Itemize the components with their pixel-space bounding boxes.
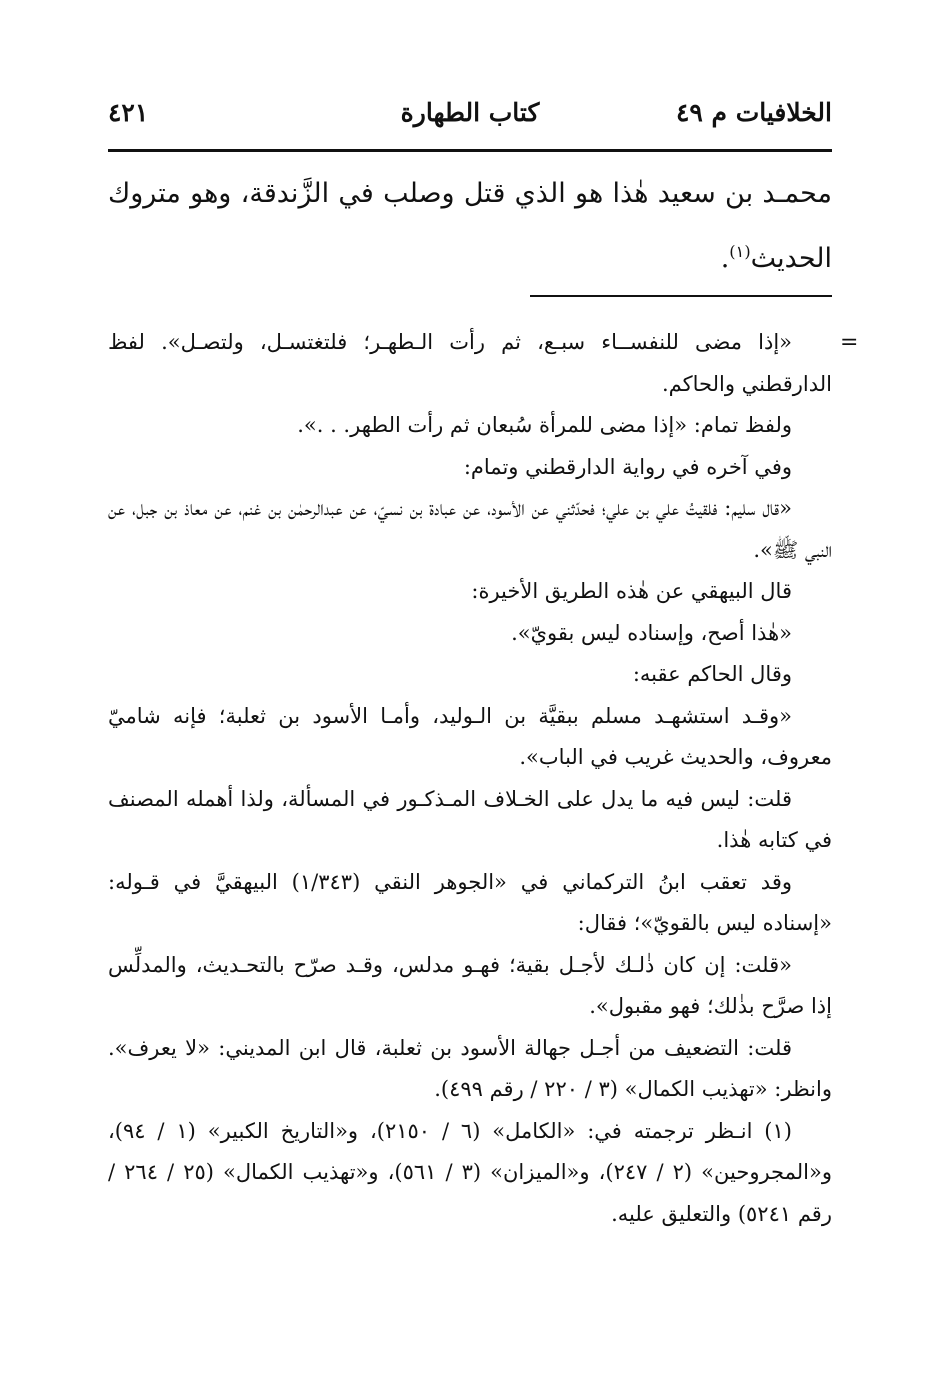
note-line: «قال سليم: فلقيتُ علي بن علي؛ فحدّثني عن الأسود، عن عبادة بن نسيّ، عن عبدالرحمٰن بن غنم، عن معاذ بن جبل، عن النبي ﷺ». [108,496,832,562]
note-line: وفي آخره في رواية الدارقطني وتمام: [463,454,792,479]
note-line: قلت: التضعيف من أجـل جهالة الأسود بن ثعلبة، قال ابن المديني: «لا يعرف». وانظر: «تهذيب الكمال» (٣ / ٢٢٠ / رقم ٤٩٩). [108,1035,832,1101]
note-line: قلت: ليس فيه ما يدل على الخـلاف المـذكـور في المسألة، ولذا أهمله المصنف في كتابه هٰذا. [108,786,832,852]
continuation-mark: = [840,330,859,355]
note-line: قال البيهقي عن هٰذه الطريق الأخيرة: [471,579,792,603]
page-header [108,98,832,142]
footnotes [108,322,832,1235]
chapter-title: كتاب الطهارة [400,98,540,127]
note-line: ولفظ تمام: «إذا مضى للمرأة سُبعان ثم رأت الطهر. . .». [297,413,792,437]
main-text-body: محمـد بن سعيد هٰذا هو الذي قتل وصلب في الزَّندقة، وهو متروك الحديث [108,178,832,274]
header-rule [108,149,832,152]
note-line: «وقـد استشهـد مسلم ببقيَّة بن الـوليد، وأمـا الأسود بن ثعلبة؛ فإنه شاميّ معروف، والحديث غريب في الباب». [108,703,832,769]
footnote-1: (١) انـظر ترجمته في: «الكامل» (٦ / ٢١٥٠)، و«التاريخ الكبير» (١ / ٩٤)، و«المجروحين» (٢ / ٢٤٧)، و«الميزان» (٣ / ٥٦١)، و«تهذيب الكمال» (٢٥ / ٢٦٤ / رقم ٥٢٤١) والتعليق عليه. [108,1118,832,1226]
main-text-end: . [720,243,730,274]
note-line: وقد تعقب ابنُ التركماني في «الجوهر النقي (١/٣٤٣) البيهقيَّ في قـوله: «إسناده ليس بالقويّ»؛ فقال: [108,869,832,935]
main-paragraph [108,165,832,288]
page-number: ٤٢١ [108,98,149,127]
note-line: «إذا مضى للنفســاء سبـع، ثم رأت الـطهـر؛ فلتغتسـل، ولتصـل». لفظ الدارقطني والحاكم. [108,330,832,396]
running-title: الخلافيات م ٤٩ [675,98,832,127]
note-line: «هٰذا أصح، وإسناده ليس بقويّ». [511,620,792,645]
footnote-separator [530,295,832,297]
footnote-ref: (١) [729,242,751,261]
note-line: وقال الحاكم عقبه: [632,662,792,686]
main-text [108,165,832,288]
note-line: «قلت: إن كان ذٰلـك لأجـل بقية؛ فهـو مدلس، وقـد صرّح بالتحـديث، والمدلِّس إذا صرَّح بذٰلك؛ فهو مقبول». [108,952,832,1018]
